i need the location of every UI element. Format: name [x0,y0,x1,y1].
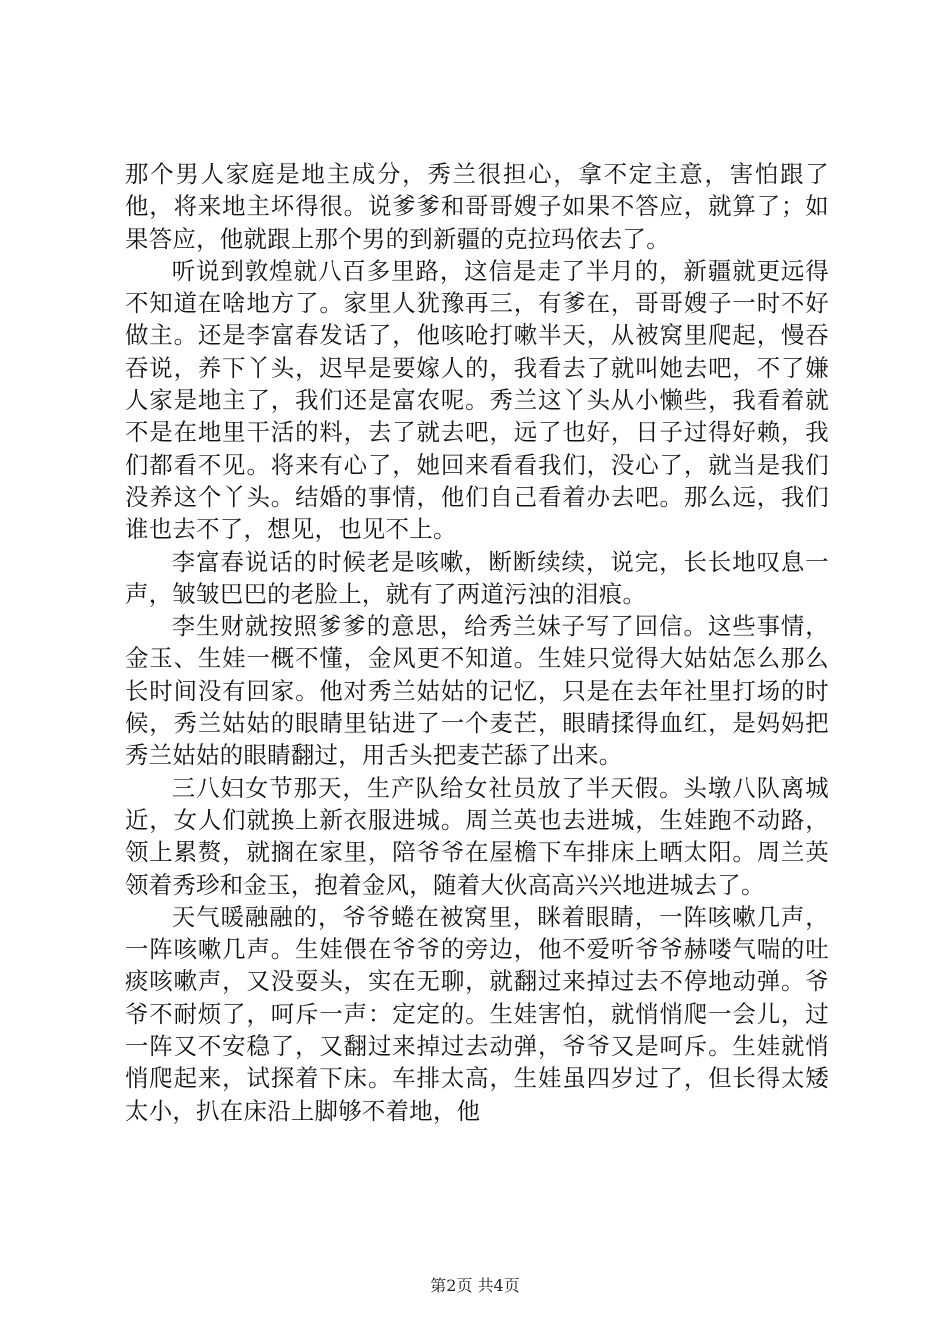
page-body [125,158,829,1127]
page-footer [0,1276,950,1296]
body-paragraph: 那个男人家庭是地主成分，秀兰很担心，拿不定主意，害怕跟了他，将来地主坏得很。说爹爹和哥哥嫂子如果不答应，就算了；如果答应，他就跟上那个男的到新疆的克拉玛依去了。 [125,160,829,253]
body-paragraph: 李富春说话的时候老是咳嗽，断断续续，说完，长长地叹息一声，皱皱巴巴的老脸上，就有了两道污浊的泪痕。 [125,547,829,608]
body-paragraph: 天气暖融融的，爷爷蜷在被窝里，眯着眼睛，一阵咳嗽几声，一阵咳嗽几声。生娃偎在爷爷的旁边，他不爱听爷爷赫喽气喘的吐痰咳嗽声，又没耍头，实在无聊，就翻过来掉过去不停地动弹。爷爷不耐烦了，呵斥一声：定定的。生娃害怕，就悄悄爬一会儿，过一阵又不安稳了，又翻过来掉过去动弹，爷爷又是呵斥。生娃就悄悄爬起来，试探着下床。车排太高，生娃虽四岁过了，但长得太矮太小，扒在床沿上脚够不着地，他 [125,902,829,1125]
body-paragraph: 李生财就按照爹爹的意思，给秀兰妹子写了回信。这些事情，金玉、生娃一概不懂，金风更不知道。生娃只觉得大姑姑怎么那么长时间没有回家。他对秀兰姑姑的记忆，只是在去年社里打场的时候，秀兰姑姑的眼睛里钻进了一个麦芒，眼睛揉得血红，是妈妈把秀兰姑姑的眼睛翻过，用舌头把麦芒舔了出来。 [125,612,829,770]
page-number: 第2页 共4页 [430,1276,520,1295]
body-paragraph: 听说到敦煌就八百多里路，这信是走了半月的，新疆就更远得不知道在啥地方了。家里人犹豫再三，有爹在，哥哥嫂子一时不好做主。还是李富春发话了，他咳呛打嗽半天，从被窝里爬起，慢吞吞说，养下丫头，迟早是要嫁人的，我看去了就叫她去吧，不了嫌人家是地主了，我们还是富农呢。秀兰这丫头从小懒些，我看着就不是在地里干活的料，去了就去吧，远了也好，日子过得好赖，我们都看不见。将来有心了，她回来看看我们，没心了，就当是我们没养这个丫头。结婚的事情，他们自己看着办去吧。那么远，我们谁也去不了，想见，也见不上。 [125,256,829,544]
body-paragraph: 三八妇女节那天，生产队给女社员放了半天假。头墩八队离城近，女人们就换上新衣服进城。周兰英也去进城，生娃跑不动路，领上累赘，就搁在家里，陪爷爷在屋檐下车排床上晒太阳。周兰英领着秀珍和金玉，抱着金风，随着大伙高高兴兴地进城去了。 [125,773,829,899]
